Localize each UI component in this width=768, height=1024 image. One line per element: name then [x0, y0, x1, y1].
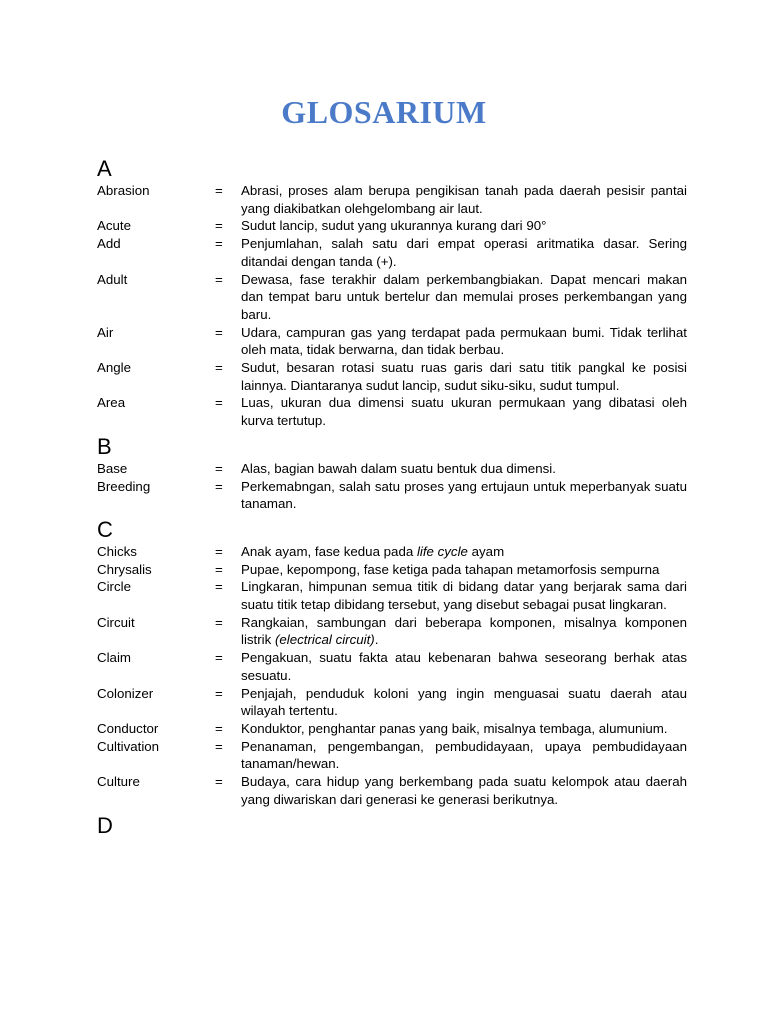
entry-equals-sign: = — [215, 460, 223, 476]
entry-equals-sign: = — [215, 324, 223, 340]
section-letter-c: C — [97, 516, 113, 542]
page-title: GLOSARIUM — [281, 94, 487, 130]
glossary-entry — [97, 271, 687, 324]
glossary-entry — [97, 478, 687, 513]
entry-equals-sign: = — [215, 360, 223, 376]
entry-term: Colonizer — [97, 685, 154, 701]
glossary-entry — [97, 182, 687, 217]
entry-definition: Lingkaran, himpunan semua titik di bidang datar yang berjarak sama dari suatu titik tetap dibidang tersebut, yang disebut sebagai pusat lingkaran. — [241, 579, 687, 613]
glossary-entry — [97, 685, 687, 720]
entry-definition: Sudut, besaran rotasi suatu ruas garis dari satu titik pangkal ke posisi lainnya. Diantaranya sudut lancip, sudut siku-siku, sudut tumpul. — [241, 360, 687, 393]
entry-definition: Sudut lancip, sudut yang ukurannya kurang dari 90° — [241, 218, 547, 234]
entry-definition: Alas, bagian bawah dalam suatu bentuk dua dimensi. — [241, 460, 556, 476]
entry-definition: Penjumlahan, salah satu dari empat operasi aritmatika dasar. Sering ditandai dengan tanda (+). — [241, 236, 687, 269]
entry-definition: Penjajah, penduduk koloni yang ingin menguasai suatu daerah atau wilayah tertentu. — [241, 685, 687, 719]
glossary-entry — [97, 720, 687, 738]
glossary-entry — [97, 773, 687, 808]
entry-equals-sign: = — [215, 738, 223, 754]
section-letter-a: A — [97, 156, 112, 181]
entry-term: Angle — [97, 360, 132, 376]
definition-text: ayam — [467, 543, 505, 559]
entry-term: Breeding — [97, 478, 151, 494]
entry-term: Chicks — [97, 543, 137, 559]
entry-definition: Perkemabngan, salah satu proses yang ertujaun untuk meperbanyak suatu tanaman. — [241, 478, 687, 512]
entry-equals-sign: = — [215, 183, 223, 198]
entry-definition: Pupae, kepompong, fase ketiga pada tahapan metamorfosis sempurna — [241, 561, 660, 577]
entry-term: Chrysalis — [97, 561, 152, 577]
entry-equals-sign: = — [215, 543, 223, 559]
entry-equals-sign: = — [215, 236, 223, 252]
entry-definition: Dewasa, fase terakhir dalam perkembangbiakan. Dapat mencari makan dan tempat baru untuk bertelur dan memulai proses perkembangan yang baru. — [241, 271, 687, 322]
entry-equals-sign: = — [215, 561, 223, 577]
glossary-entry — [97, 738, 687, 773]
entry-definition: Konduktor, penghantar panas yang baik, misalnya tembaga, alumunium. — [241, 720, 668, 736]
entry-term: Circuit — [97, 614, 135, 630]
entry-term: Area — [97, 395, 126, 411]
section-letter-b: B — [97, 433, 112, 459]
definition-text: Rangkaian, sambungan dari beberapa komponen, misalnya komponen listrik — [241, 614, 687, 648]
entry-term: Adult — [97, 271, 128, 287]
glossary-entry — [97, 614, 687, 649]
entry-equals-sign: = — [215, 614, 223, 630]
section-letter-d: D — [97, 812, 113, 838]
entry-term: Add — [97, 236, 121, 252]
entry-equals-sign: = — [215, 720, 223, 736]
entry-equals-sign: = — [215, 650, 223, 666]
entry-equals-sign: = — [215, 685, 223, 701]
entry-definition: Penanaman, pengembangan, pembudidayaan, upaya pembudidayaan tanaman/hewan. — [241, 738, 687, 772]
entry-term: Abrasion — [97, 183, 150, 198]
entry-definition — [241, 543, 687, 561]
entry-term: Base — [97, 460, 128, 476]
entry-definition: Abrasi, proses alam berupa pengikisan tanah pada daerah pesisir pantai yang diakibatkan olehgelombang air laut. — [241, 183, 687, 216]
glossary-entry — [97, 460, 687, 478]
entry-equals-sign: = — [215, 774, 223, 790]
definition-text: Anak ayam, fase kedua pada — [241, 543, 417, 559]
entry-definition — [241, 614, 687, 649]
entry-term: Circle — [97, 579, 131, 595]
entry-equals-sign: = — [215, 218, 223, 234]
glossary-entry — [97, 359, 687, 394]
glossary-entry — [97, 217, 687, 235]
entry-term: Culture — [97, 774, 140, 790]
entry-definition: Luas, ukuran dua dimensi suatu ukuran permukaan yang dibatasi oleh kurva tertutup. — [241, 395, 687, 429]
entry-definition: Udara, campuran gas yang terdapat pada permukaan bumi. Tidak terlihat oleh mata, tidak berwarna, dan tidak berbau. — [241, 324, 687, 358]
entry-term: Cultivation — [97, 738, 160, 754]
definition-text: . — [374, 632, 379, 648]
glossary-entry — [97, 235, 687, 270]
entry-definition: Pengakuan, suatu fakta atau kebenaran bahwa seseorang berhak atas sesuatu. — [241, 650, 687, 683]
definition-italic-term: life cycle — [416, 543, 468, 559]
entry-definition: Budaya, cara hidup yang berkembang pada suatu kelompok atau daerah yang diwariskan dari generasi ke generasi berikutnya. — [241, 774, 687, 807]
entry-term: Claim — [97, 650, 131, 666]
glossary-entry — [97, 649, 687, 684]
glossary-list — [97, 152, 687, 839]
entry-term: Air — [97, 324, 114, 340]
entry-equals-sign: = — [215, 271, 223, 287]
glossary-entry — [97, 578, 687, 613]
glossary-entry — [97, 543, 687, 561]
definition-italic-term: (electrical circuit) — [274, 632, 375, 648]
glossary-entry — [97, 324, 687, 359]
entry-equals-sign: = — [215, 395, 223, 411]
entry-equals-sign: = — [215, 478, 223, 494]
glossary-entry — [97, 561, 687, 579]
glossary-entry — [97, 394, 687, 429]
entry-equals-sign: = — [215, 579, 223, 595]
entry-term: Conductor — [97, 720, 159, 736]
entry-term: Acute — [97, 218, 132, 234]
